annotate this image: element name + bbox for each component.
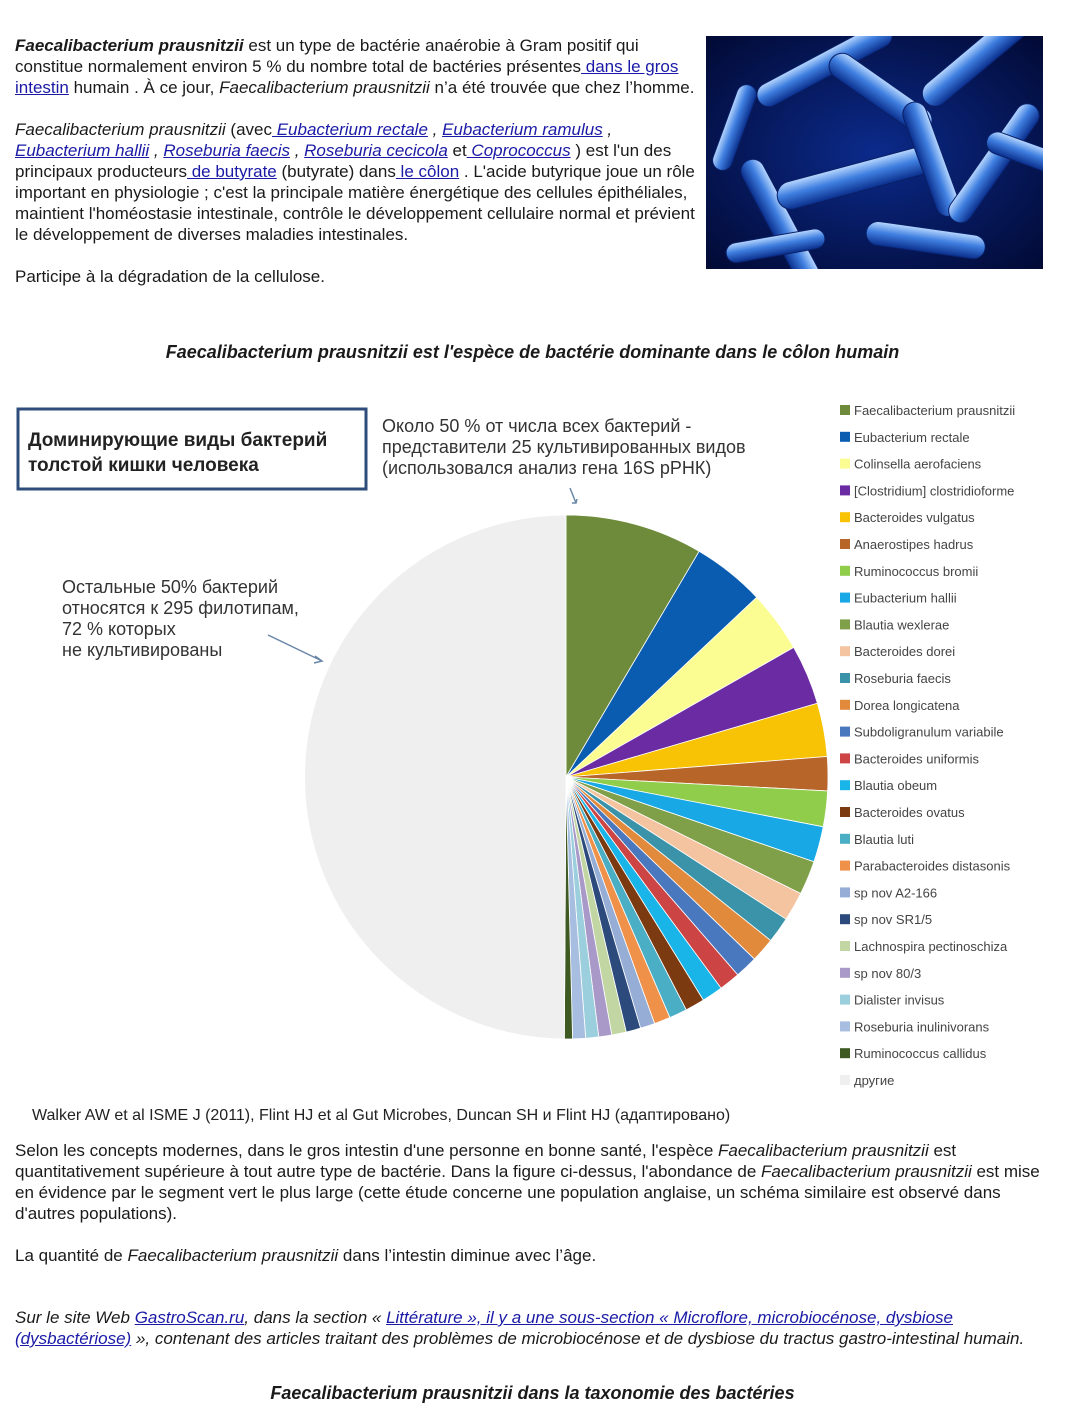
top-note-line-2: представители 25 культивированных видов [382, 437, 746, 457]
legend-label-2: Colinsella aerofaciens [854, 456, 982, 472]
left-note-line-2: относятся к 295 филотипам, [62, 598, 299, 618]
legend-label-13: Bacteroides uniformis [854, 751, 979, 767]
legend-label-11: Dorea longicatena [854, 697, 960, 713]
source-note: Sur le site Web GastroScan.ru, dans la section « Littérature », il y a une sous-section « Microflore, microbiocénose, dysbiose (dysbactériose) », contenant des articles traitant des problèmes de microbiocénose et de dysbiose du tractus gastro-intestinal humain. [15, 1308, 1025, 1348]
link-roseburia-faecis[interactable]: Roseburia faecis [163, 141, 290, 160]
intro-paragraph-2: Faecalibacterium prausnitzii (avec Eubacterium rectale , Eubacterium ramulus , Eubacterium hallii , Roseburia faecis , Roseburia cecicola et Coprococcus ) est l'un des principaux producteurs de butyrate (butyrate) dans le côlon . L'acide butyrique joue un rôle important en physiologie ; c'est la principale matière énergétique des cellules épithéliales, maintient l'homéostasie intestinale, contrôle le développement cellulaire normal et prévient le développement de diverses maladies intestinales. [15, 120, 695, 244]
legend-swatch-7 [840, 593, 850, 603]
legend-label-9: Bacteroides dorei [854, 644, 956, 660]
legend-label-10: Roseburia faecis [854, 671, 951, 686]
legend-label-6: Ruminococcus bromii [854, 563, 979, 579]
figure-caption: Faecalibacterium prausnitzii est l'espèce de bactérie dominante dans le côlon humain [165, 342, 900, 362]
legend-swatch-16 [840, 834, 850, 844]
legend-swatch-5 [840, 539, 850, 549]
legend-label-21: sp nov 80/3 [854, 965, 922, 981]
legend-label-15: Bacteroides ovatus [854, 805, 965, 820]
link-roseburia-cecicola[interactable]: Roseburia cecicola [304, 141, 448, 160]
top-note-arrow [570, 488, 577, 503]
left-note-arrow [268, 635, 322, 663]
intro-paragraph-1: Faecalibacterium prausnitzii est un type de bactérie anaérobie à Gram positif qui constitue normalement environ 5 % du nombre total de bactéries présentes dans le gros intestin humain . À ce jour, Faecalibacterium prausnitzii n’a été trouvée que chez l’homme. [15, 36, 695, 97]
legend-label-1: Eubacterium rectale [854, 429, 970, 445]
after-paragraph-1: Selon les concepts modernes, dans le gros intestin d'une personne en bonne santé, l'espèce Faecalibacterium prausnitzii est quantitativement supérieure à tout autre type de bactérie. Dans la figure ci-dessus, l'abondance de Faecalibacterium prausnitzii est mise en évidence par le segment vert le plus large (cette étude concerne une population anglaise, un schéma similaire est observé dans d'autres populations). [15, 1141, 1040, 1223]
legend-label-8: Blautia wexlerae [854, 617, 950, 633]
top-note-line-1: Около 50 % от числа всех бактерий - [382, 416, 692, 436]
pie-chart [305, 515, 828, 1039]
legend-label-7: Eubacterium hallii [854, 590, 957, 606]
legend-label-16: Blautia luti [854, 831, 914, 847]
legend-swatch-15 [840, 807, 850, 817]
legend-swatch-6 [840, 566, 850, 576]
legend-swatch-19 [840, 914, 850, 924]
legend-swatch-20 [840, 941, 850, 951]
left-note-line-3: 72 % которых [62, 619, 176, 639]
link-gros-intestin[interactable]: dans le gros intestin [15, 57, 679, 97]
intro-section [15, 35, 695, 308]
legend-swatch-21 [840, 968, 850, 978]
legend-swatch-11 [840, 700, 850, 710]
legend-swatch-1 [840, 432, 850, 442]
link-eubacterium-rectale[interactable]: Eubacterium rectale [272, 120, 428, 139]
legend-swatch-3 [840, 485, 850, 495]
legend-swatch-24 [840, 1048, 850, 1058]
bacteria-image [706, 36, 1043, 269]
figure-title-line-2: толстой кишки человека [28, 455, 259, 476]
legend-swatch-12 [840, 727, 850, 737]
legend-swatch-13 [840, 753, 850, 763]
legend-swatch-9 [840, 646, 850, 656]
link-eubacterium-ramulus[interactable]: Eubacterium ramulus [442, 120, 603, 139]
after-paragraph-2: La quantité de Faecalibacterium prausnitzii dans l’intestin diminue avec l’âge. [15, 1246, 597, 1265]
legend-swatch-14 [840, 780, 850, 790]
legend-swatch-17 [840, 861, 850, 871]
left-note-line-1: Остальные 50% бактерий [62, 577, 279, 597]
link-colon[interactable]: le côlon [395, 162, 460, 181]
link-eubacterium-hallii[interactable]: Eubacterium hallii [15, 141, 150, 160]
after-figure-section [15, 1140, 1060, 1287]
legend-swatch-8 [840, 619, 850, 629]
pie-slice-25 [305, 515, 566, 1039]
top-note-line-3: (использовался анализ гена 16S рРНК) [382, 458, 712, 478]
legend-swatch-23 [840, 1021, 850, 1031]
pie-figure [0, 395, 1065, 1130]
legend-label-18: sp nov A2-166 [854, 885, 938, 901]
figure-title-line-1: Доминирующие виды бактерий [28, 430, 328, 451]
legend-label-5: Anaerostipes hadrus [854, 537, 974, 552]
legend-label-22: Dialister invisus [854, 992, 945, 1008]
left-note-line-4: не культивированы [62, 640, 223, 660]
legend-label-4: Bacteroides vulgatus [854, 510, 975, 526]
legend-label-25: другие [854, 1073, 895, 1088]
legend-swatch-18 [840, 887, 850, 897]
legend-swatch-4 [840, 512, 850, 522]
legend-label-0: Faecalibacterium prausnitzii [854, 403, 1016, 418]
link-gastroscan[interactable]: GastroScan.ru [134, 1308, 245, 1327]
taxonomy-heading: Faecalibacterium prausnitzii dans la taxonomie des bactéries [270, 1383, 795, 1403]
legend-swatch-10 [840, 673, 850, 683]
figure-citation: Walker AW et al ISME J (2011), Flint HJ et al Gut Microbes, Duncan SH и Flint HJ (адаптировано) [32, 1107, 731, 1124]
link-litterature-microflore[interactable]: Littérature », il y a une sous-section « Microflore, microbiocénose, dysbiose (dysbactériose) [15, 1308, 953, 1348]
legend-swatch-2 [840, 459, 850, 469]
legend-label-23: Roseburia inulinivorans [854, 1019, 990, 1035]
intro-paragraph-3: Participe à la dégradation de la cellulose. [15, 267, 325, 286]
legend-label-19: sp nov SR1/5 [854, 912, 933, 928]
legend-label-14: Blautia obeum [854, 778, 938, 794]
legend-label-24: Ruminococcus callidus [854, 1046, 987, 1062]
legend-label-17: Parabacteroides distasonis [854, 858, 1011, 874]
link-butyrate[interactable]: de butyrate [186, 162, 277, 181]
chart-legend [840, 403, 1015, 1088]
legend-swatch-22 [840, 995, 850, 1005]
legend-label-20: Lachnospira pectinoschiza [854, 939, 1008, 954]
link-coprococcus[interactable]: Coprococcus [466, 141, 571, 160]
legend-swatch-0 [840, 405, 850, 415]
legend-label-3: [Clostridium] clostridioforme [854, 483, 1015, 499]
legend-label-12: Subdoligranulum variabile [854, 724, 1004, 740]
legend-swatch-25 [840, 1075, 850, 1085]
